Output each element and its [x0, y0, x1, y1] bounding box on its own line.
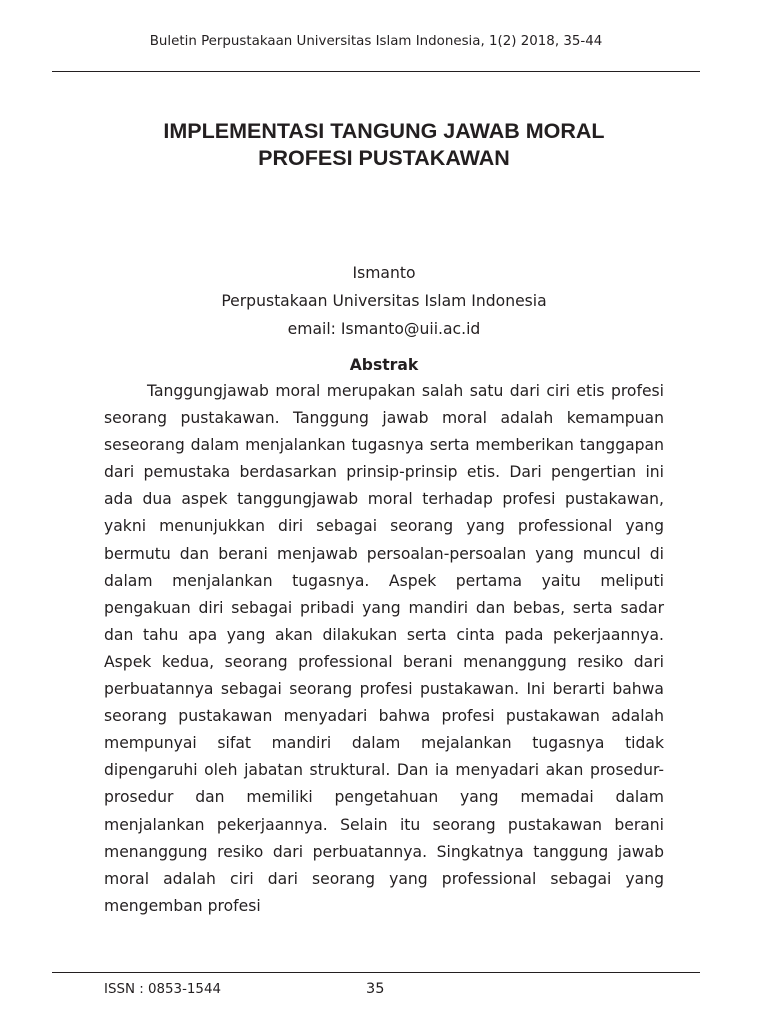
- abstract-body: Tanggungjawab moral merupakan salah satu dari ciri etis profesi seorang pustakawan. Tanggung jawab moral adalah kemampuan seseorang dalam menjalankan tugasnya serta memberikan tanggapan dari pemustaka berdasarkan prinsip-prinsip etis. Dari pengertian ini ada dua aspek tanggungjawab moral terhadap profesi pustakawan, yakni menunjukkan diri sebagai seorang yang professional yang bermutu dan berani menjawab persoalan-persoalan yang muncul di dalam menjalankan tugasnya. Aspek pertama yaitu meliputi pengakuan diri sebagai pribadi yang mandiri dan bebas, serta sadar dan tahu apa yang akan dilakukan serta cinta pada pekerjaannya. Aspek kedua, seorang professional berani menanggung resiko dari perbuatannya sebagai seorang profesi pustakawan. Ini berarti bahwa seorang pustakawan menyadari bahwa profesi pustakawan adalah mempunyai sifat mandiri dalam mejalankan tugasnya tidak dipengaruhi oleh jabatan struktural. Dan ia menyadari akan prosedur-prosedur dan memiliki pengetahuan yang memadai dalam menjalankan pekerjaannya. Selain itu seorang pustakawan berani menanggung resiko dari perbuatannya. Singkatnya tanggung jawab moral adalah ciri dari seorang yang professional sebagai yang mengemban profesi: [104, 382, 664, 915]
- abstract-heading: Abstrak: [349, 356, 419, 374]
- issn: ISSN : 0853-1544: [104, 982, 221, 997]
- page-number: 35: [366, 981, 385, 997]
- title-line-1: IMPLEMENTASI TANGUNG JAWAB MORAL: [163, 119, 605, 143]
- author-email: email: Ismanto@uii.ac.id: [287, 320, 481, 338]
- title-line-2: PROFESI PUSTAKAWAN: [258, 146, 510, 170]
- author-name: Ismanto: [352, 264, 416, 282]
- article-title: [52, 118, 716, 172]
- author-affiliation: Perpustakaan Universitas Islam Indonesia: [221, 292, 547, 310]
- running-head: Buletin Perpustakaan Universitas Islam Indonesia, 1(2) 2018, 35-44: [149, 34, 603, 49]
- header-rule: [52, 71, 700, 72]
- author-block: [52, 259, 716, 343]
- footer-rule: [52, 972, 700, 973]
